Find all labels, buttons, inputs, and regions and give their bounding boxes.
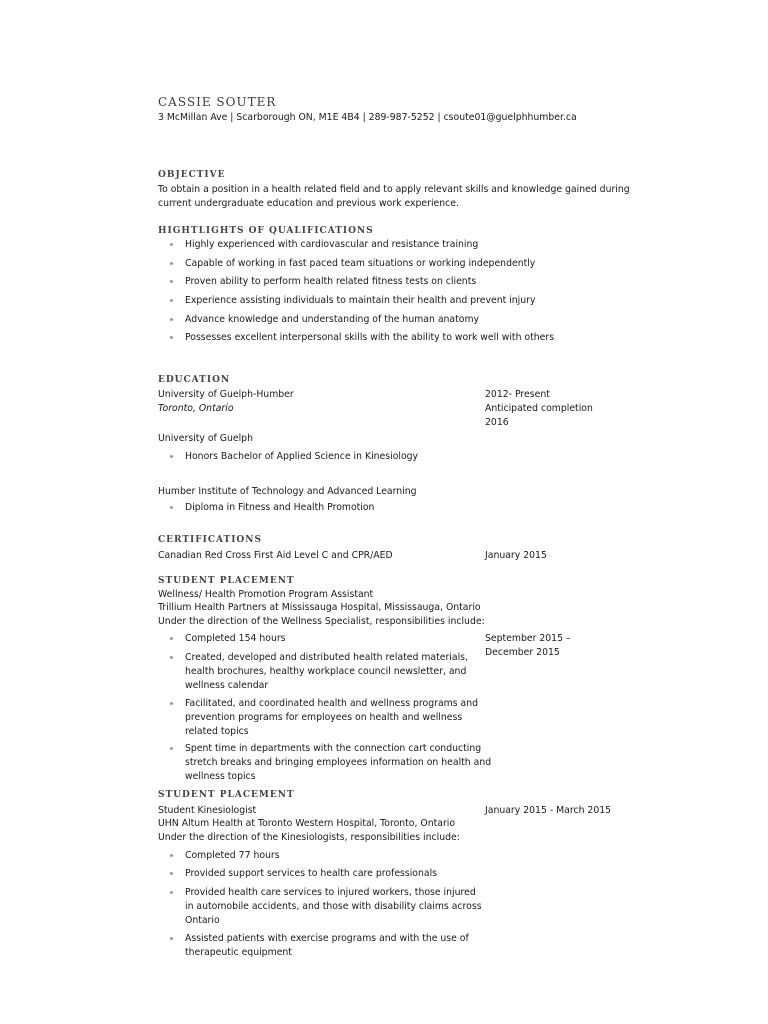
list-item: Experience assisting individuals to maintain their health and prevent injury (185, 294, 535, 308)
list-item: Provided support services to health care professionals (185, 867, 437, 881)
school-3-item: Diploma in Fitness and Health Promotion (185, 501, 374, 515)
bullet-icon (170, 702, 173, 705)
school-1-name: University of Guelph-Humber (158, 389, 294, 400)
bullet-icon (170, 937, 173, 940)
list-item: Completed 154 hours (185, 632, 286, 646)
objective-heading: OBJECTIVE (158, 170, 226, 180)
school-2-item: Honors Bachelor of Applied Science in Kinesiology (185, 450, 418, 464)
placement-2-dates: January 2015 - March 2015 (485, 805, 612, 816)
list-item: Completed 77 hours (185, 849, 280, 863)
bullet-icon (170, 455, 173, 458)
bullet-icon (170, 243, 173, 246)
list-item: Capable of working in fast paced team situations or working independently (185, 257, 535, 271)
list-item: Assisted patients with exercise programs and with the use of therapeutic equipment (185, 932, 469, 960)
placement-2-org: UHN Altum Health at Toronto Western Hospital, Toronto, Ontario (158, 818, 456, 829)
placement-1-date-1: September 2015 – (485, 633, 571, 644)
objective-line-1: To obtain a position in a health related field and to apply relevant skills and knowledge gained during (158, 184, 630, 195)
candidate-name: CASSIE SOUTER (158, 95, 277, 109)
highlights-heading: HIGHTLIGHTS OF QUALIFICATIONS (158, 226, 374, 236)
bullet-icon (170, 336, 173, 339)
school-3-name: Humber Institute of Technology and Advanced Learning (158, 486, 417, 497)
list-item: Advance knowledge and understanding of the human anatomy (185, 313, 479, 327)
certifications-heading: CERTIFICATIONS (158, 535, 262, 545)
list-item: Spent time in departments with the connection cart conducting stretch breaks and bringing employees information on health and wellness topics (185, 742, 491, 784)
placement-1-date-2: December 2015 (485, 647, 560, 658)
list-item: Facilitated, and coordinated health and wellness programs and prevention programs for employees on health and wellness related topics (185, 697, 478, 739)
school-1-location: Toronto, Ontario (158, 403, 234, 414)
placement-1-intro: Under the direction of the Wellness Specialist, responsibilities include: (158, 616, 485, 627)
placement-1-org: Trillium Health Partners at Mississauga Hospital, Mississauga, Ontario (158, 602, 481, 613)
bullet-icon (170, 656, 173, 659)
placement-1-heading: STUDENT PLACEMENT (158, 576, 295, 586)
placement-2-heading: STUDENT PLACEMENT (158, 790, 295, 800)
list-item: Proven ability to perform health related fitness tests on clients (185, 275, 476, 289)
bullet-icon (170, 262, 173, 265)
placement-2-title: Student Kinesiologist (158, 805, 257, 816)
placement-2-intro: Under the direction of the Kinesiologists, responsibilities include: (158, 832, 460, 843)
list-item: Possesses excellent interpersonal skills with the ability to work well with others (185, 331, 554, 345)
bullet-icon (170, 280, 173, 283)
objective-line-2: current undergraduate education and previous work experience. (158, 198, 459, 209)
contact-info: 3 McMillan Ave | Scarborough ON, M1E 4B4 | 289-987-5252 | csoute01@guelphhumber.ca (158, 112, 577, 123)
bullet-icon (170, 854, 173, 857)
school-1-date-1: 2012- Present (485, 389, 550, 400)
school-1-date-2: Anticipated completion (485, 403, 593, 414)
list-item: Created, developed and distributed health related materials, health brochures, healthy workplace council newsletter, and wellness calendar (185, 651, 468, 693)
bullet-icon (170, 872, 173, 875)
list-item: Provided health care services to injured workers, those injured in automobile accidents, and those with disability claims across Ontario (185, 886, 482, 928)
certification-date: January 2015 (485, 550, 547, 561)
bullet-icon (170, 637, 173, 640)
placement-1-title: Wellness/ Health Promotion Program Assistant (158, 589, 374, 600)
list-item: Highly experienced with cardiovascular and resistance training (185, 238, 478, 252)
education-heading: EDUCATION (158, 375, 231, 385)
bullet-icon (170, 891, 173, 894)
bullet-icon (170, 318, 173, 321)
school-1-date-3: 2016 (485, 417, 509, 428)
school-2-name: University of Guelph (158, 433, 253, 444)
bullet-icon (170, 299, 173, 302)
bullet-icon (170, 506, 173, 509)
certification-item: Canadian Red Cross First Aid Level C and CPR/AED (158, 550, 393, 561)
bullet-icon (170, 747, 173, 750)
